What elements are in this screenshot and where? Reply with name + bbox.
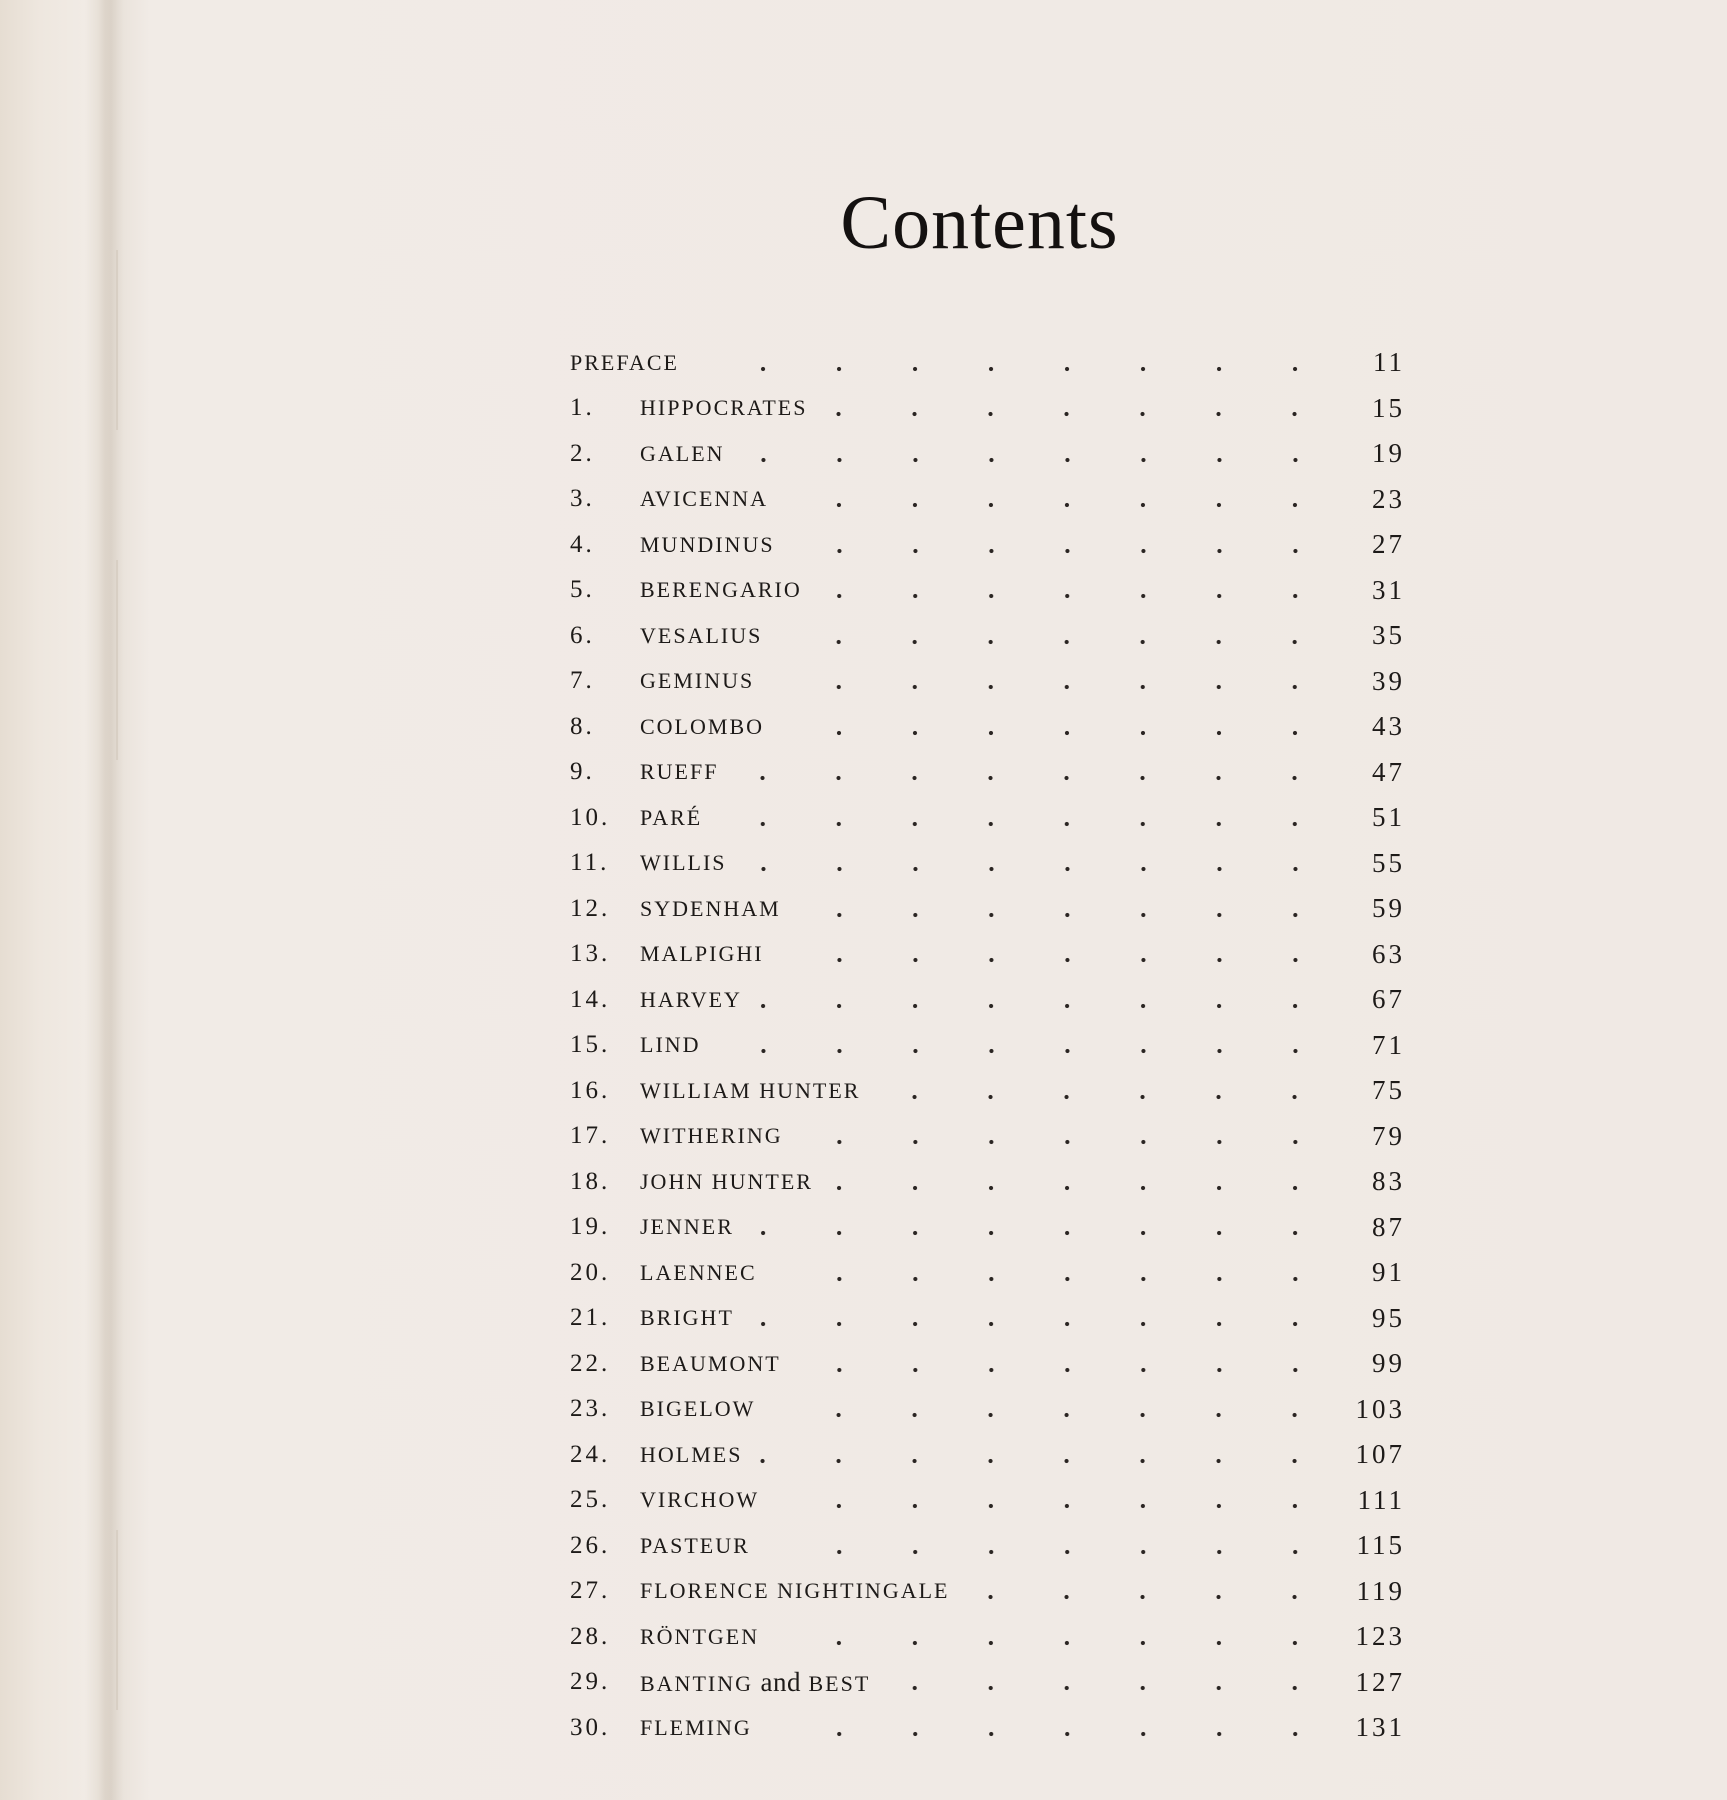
toc-entry-title: BEAUMONT [640,1350,781,1376]
dot-leader [697,358,1333,380]
dot-leader [775,1268,1333,1290]
toc-entry-title: VIRCHOW [640,1487,760,1513]
toc-page-number: 95 [1372,1302,1405,1333]
dot-leader [782,949,1333,971]
dot-leader [772,676,1333,698]
dot-leader [743,449,1333,471]
toc-entry-number: 16. [570,1076,611,1104]
gutter-shadow [98,0,124,1800]
toc-entry-title: JENNER [640,1214,734,1240]
toc-row[interactable] [570,1569,1405,1615]
toc-entry-title: WILLIAM HUNTER [640,1077,861,1103]
toc-entry-number: 9. [570,758,595,786]
toc-entry-number: 26. [570,1531,611,1559]
toc-entry-number: 8. [570,712,595,740]
toc-row[interactable] [570,1068,1405,1114]
toc-page-number: 79 [1372,1120,1405,1151]
toc-entry-number: 7. [570,667,595,695]
toc-entry-number: 21. [570,1304,611,1332]
toc-row[interactable] [570,1023,1405,1069]
dot-leader [820,585,1333,607]
toc-entry-number: 5. [570,576,595,604]
toc-entry-title: FLEMING [640,1714,752,1740]
toc-entry-number: 12. [570,894,611,922]
toc-entry-number: 14. [570,985,611,1013]
toc-row[interactable] [570,1387,1405,1433]
toc-page-number: 71 [1372,1029,1405,1060]
toc-page-number: 27 [1372,529,1405,560]
toc-entry-number: 1. [570,394,595,422]
dot-leader [878,1086,1333,1108]
dot-leader [888,1677,1333,1699]
toc-row[interactable] [570,1478,1405,1524]
toc-entry-title: HARVEY [640,986,742,1012]
dot-leader [825,403,1333,425]
toc-entry-title: HOLMES [640,1441,743,1467]
toc-entry-number: 18. [570,1167,611,1195]
toc-page-number: 47 [1372,756,1405,787]
toc-row[interactable] [570,1523,1405,1569]
toc-page-number: 23 [1372,483,1405,514]
toc-page-number: 91 [1372,1257,1405,1288]
dot-leader [745,858,1333,880]
toc-row[interactable] [570,932,1405,978]
dot-leader [831,1177,1333,1199]
toc-entry-title: GEMINUS [640,668,755,694]
toc-row[interactable] [570,431,1405,477]
toc-row-preface[interactable] [570,340,1405,386]
dot-leader [799,1359,1333,1381]
dot-leader [782,722,1333,744]
toc-page-number: 59 [1372,893,1405,924]
toc-entry-title: RUEFF [640,759,719,785]
toc-entry-title: LIND [640,1032,701,1058]
toc-row[interactable] [570,1296,1405,1342]
toc-entry-title-part: and [760,1666,801,1697]
dot-leader [760,1450,1333,1472]
dot-leader [786,494,1333,516]
toc-entry-number: 23. [570,1395,611,1423]
toc-page-number: 55 [1372,847,1405,878]
dot-leader [777,1495,1333,1517]
toc-row[interactable] [570,1660,1405,1706]
toc-row[interactable] [570,613,1405,659]
toc-entry-number: 2. [570,439,595,467]
toc-entry-number: 6. [570,621,595,649]
toc-row[interactable] [570,477,1405,523]
toc-row[interactable] [570,1114,1405,1160]
toc-row[interactable] [570,1614,1405,1660]
toc-page-number: 127 [1355,1666,1405,1697]
toc-entry-number: 13. [570,940,611,968]
toc-page-number: 119 [1356,1575,1405,1606]
toc-page-number: 83 [1372,1166,1405,1197]
toc-entry-title: FLORENCE NIGHTINGALE [640,1578,950,1604]
toc-page-number: 15 [1372,392,1405,423]
toc-entry-title: GALEN [640,440,725,466]
dot-leader [967,1586,1333,1608]
toc-entry-title: PASTEUR [640,1532,750,1558]
toc-page-number: 99 [1372,1348,1405,1379]
toc-entry-number: 11. [570,849,610,877]
toc-entry-title: BIGELOW [640,1396,756,1422]
toc-entry-title: PARÉ [640,804,703,830]
toc-page-number: 43 [1372,711,1405,742]
toc-entry-title: LAENNEC [640,1259,757,1285]
toc-page-number: 87 [1372,1211,1405,1242]
binding-stitch [116,1530,118,1710]
dot-leader [719,1040,1333,1062]
toc-page-number: 107 [1355,1439,1405,1470]
toc-row[interactable] [570,1205,1405,1251]
toc-row[interactable] [570,841,1405,887]
dot-leader [760,995,1333,1017]
toc-entry-title [640,1667,870,1698]
dot-leader [720,813,1333,835]
dot-leader [773,1404,1333,1426]
dot-leader [736,767,1333,789]
dot-leader [801,1131,1333,1153]
toc-entry-number: 28. [570,1622,611,1650]
toc-entry-title: WILLIS [640,850,727,876]
toc-row[interactable] [570,1250,1405,1296]
toc-entry-title: MUNDINUS [640,531,775,557]
dot-leader [777,1632,1333,1654]
toc-entry-number: 3. [570,485,595,513]
dot-leader [752,1222,1333,1244]
toc-page-number: 111 [1357,1484,1405,1515]
toc-entry-title: PREFACE [570,349,679,375]
toc-page-number: 19 [1372,438,1405,469]
page-title: Contents [840,181,1119,265]
toc-row[interactable] [570,659,1405,705]
toc-row[interactable] [570,522,1405,568]
toc-entry-number: 24. [570,1440,611,1468]
toc-entry-number: 30. [570,1713,611,1741]
binding-stitch [116,250,118,430]
toc-entry-number: 25. [570,1486,611,1514]
dot-leader [768,1541,1333,1563]
toc-row[interactable] [570,977,1405,1023]
toc-page-number: 39 [1372,665,1405,696]
toc-page-number: 31 [1372,574,1405,605]
toc-entry-title: JOHN HUNTER [640,1168,813,1194]
toc-entry-title: WITHERING [640,1123,783,1149]
toc-page-number: 103 [1355,1393,1405,1424]
toc-row[interactable] [570,1159,1405,1205]
toc-row[interactable] [570,1432,1405,1478]
toc-page-number: 123 [1355,1621,1405,1652]
toc-row[interactable] [570,704,1405,750]
toc-entry-number: 17. [570,1122,611,1150]
dot-leader [752,1313,1333,1335]
toc-entry-number: 15. [570,1031,611,1059]
toc-entry-number: 19. [570,1213,611,1241]
toc-entry-title-part: BEST [808,1670,871,1696]
toc-page-number: 11 [1373,347,1405,378]
toc-entry-title: RÖNTGEN [640,1623,760,1649]
toc-page-number: 75 [1372,1075,1405,1106]
toc-page-number: 115 [1356,1530,1405,1561]
toc-row[interactable] [570,886,1405,932]
binding-stitch [116,560,118,760]
toc-entry-number: 29. [570,1668,611,1696]
toc-row[interactable] [570,1341,1405,1387]
toc-entry-number: 22. [570,1349,611,1377]
dot-leader [780,631,1333,653]
toc-entry-title: AVICENNA [640,486,769,512]
toc-page-number: 131 [1355,1712,1405,1743]
toc-entry-title: BERENGARIO [640,577,802,603]
toc-page-number: 63 [1372,938,1405,969]
toc-entry-number: 10. [570,803,611,831]
table-of-contents [570,340,1405,1751]
toc-row[interactable] [570,386,1405,432]
toc-page-number: 67 [1372,984,1405,1015]
toc-entry-title: SYDENHAM [640,895,781,921]
toc-entry-title: VESALIUS [640,622,763,648]
toc-row[interactable] [570,795,1405,841]
toc-entry-title: HIPPOCRATES [640,395,808,421]
toc-entry-number: 4. [570,530,595,558]
toc-page-number: 35 [1372,620,1405,651]
toc-entry-title: BRIGHT [640,1305,734,1331]
dot-leader [793,540,1333,562]
toc-row[interactable] [570,568,1405,614]
dot-leader [799,904,1333,926]
toc-entry-title: COLOMBO [640,713,765,739]
dot-leader [770,1723,1333,1745]
toc-page-number: 51 [1372,802,1405,833]
toc-entry-title: MALPIGHI [640,941,764,967]
toc-row[interactable] [570,750,1405,796]
toc-entry-number: 27. [570,1577,611,1605]
toc-entry-title-part: BANTING [640,1670,753,1696]
toc-row[interactable] [570,1705,1405,1751]
toc-entry-number: 20. [570,1258,611,1286]
